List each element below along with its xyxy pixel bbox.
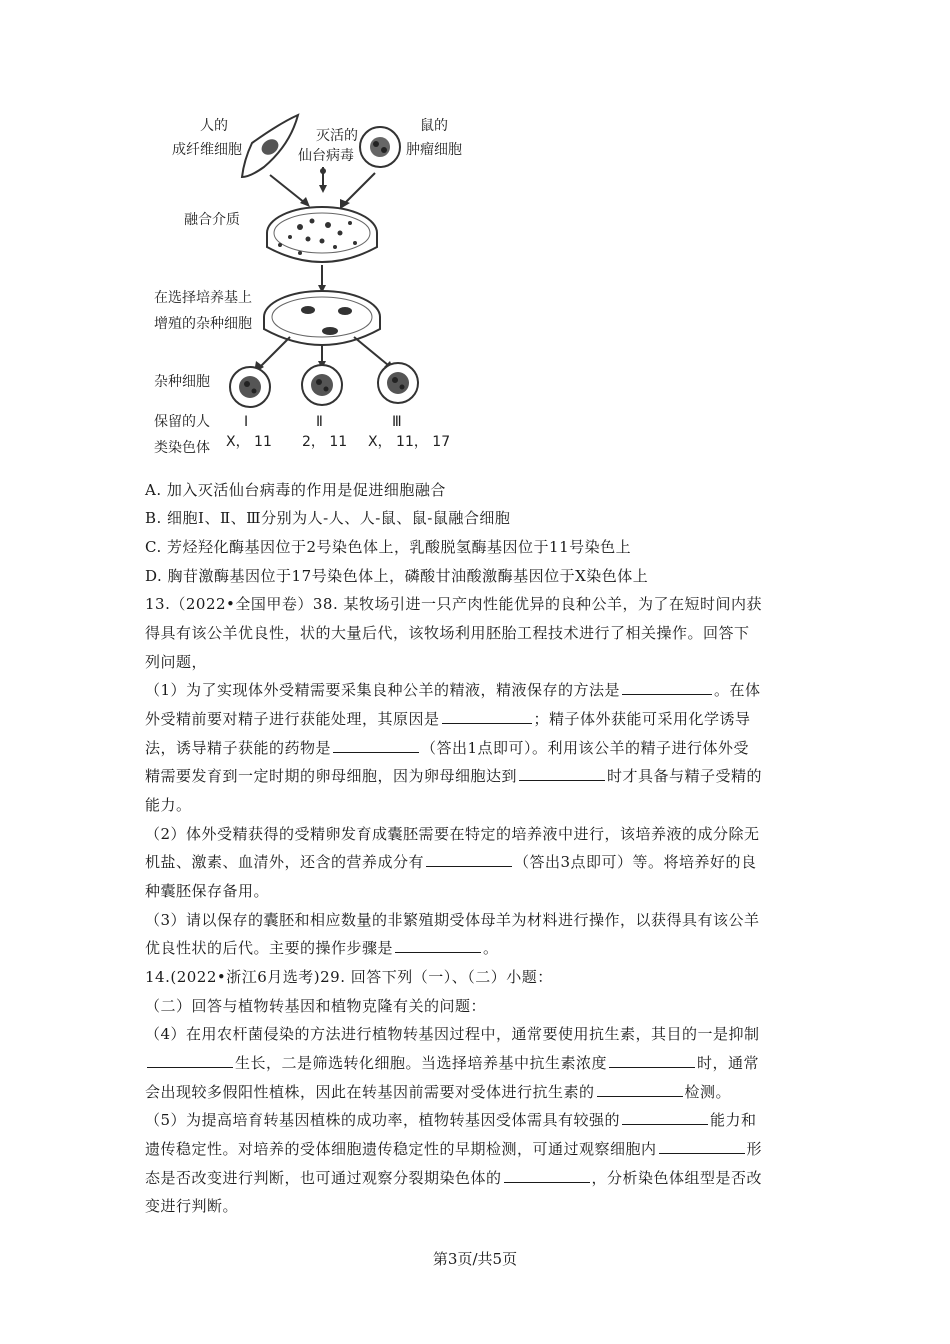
answer-blank[interactable] [622,680,712,695]
q14-part5-line-3 [145,1168,762,1188]
virus-arrow-icon [319,167,327,193]
label-hybrid: 杂种细胞 [154,374,210,390]
q14-part4-line-3 [145,1082,731,1102]
option-d: D. 胸苷激酶基因位于17号染色体上，磷酸甘油酸激酶基因位于X染色体上 [145,567,649,585]
cell-fusion-diagram [140,105,480,465]
arrow-human-to-dish [270,175,305,203]
text: 。 [483,939,499,957]
q13-part1-line-5: 能力。 [145,796,192,814]
q13-part2-line-1: （2）体外受精获得的受精卵发育成囊胚需要在特定的培养液中进行，该培养液的成分除无 [145,825,760,843]
mouse-tumor-cell-icon [360,127,400,167]
arrow-mouse-to-dish [345,173,375,203]
answer-blank[interactable] [442,709,532,724]
q13-part2-line-3: 种囊胚保存备用。 [145,882,270,900]
text: 精需要发育到一定时期的卵母细胞，因为卵母细胞达到 [145,767,518,785]
text: 。在体 [714,681,761,699]
text: ，分析染色体组型是否改 [591,1169,763,1187]
cell-chromosomes-1: X， 11 [226,434,272,450]
q14-part5-line-2 [145,1139,762,1159]
answer-blank[interactable] [504,1168,590,1183]
text: 机盐、激素、血清外，还含的营养成分有 [145,853,425,871]
label-virus-1: 灭活的 [316,128,358,144]
label-medium: 融合介质 [184,212,240,228]
label-retained-2: 类染色体 [154,440,210,456]
answer-blank[interactable] [519,766,605,781]
human-fibroblast-cell-icon [242,115,298,177]
q13-part3-line-2 [145,938,499,958]
q13-part2-line-2 [145,852,757,872]
label-human-2: 成纤维细胞 [172,142,242,158]
cell-chromosomes-2: 2， 11 [302,434,348,450]
q14-part4-line-2 [145,1053,759,1073]
label-select-1: 在选择培养基上 [154,290,252,306]
option-c: C. 芳烃羟化酶基因位于2号染色体上，乳酸脱氢酶基因位于11号染色上 [145,538,632,556]
text: 时才具备与精子受精的 [607,767,763,785]
page-footer: 第3页/共5页 [432,1250,518,1268]
answer-blank[interactable] [659,1139,745,1154]
fusion-dish-icon [267,207,377,262]
hybrid-cell-3-icon [378,363,418,403]
cell-numeral-1: Ⅰ [244,414,249,430]
answer-blank[interactable] [609,1053,695,1068]
q13-line-1: 13.（2022•全国甲卷）38. 某牧场引进一只产肉性能优异的良种公羊，为了在短时间内获 [145,595,763,613]
text: 检测。 [684,1083,732,1101]
q14-part4-line-1: （4）在用农杆菌侵染的方法进行植物转基因过程中，通常要使用抗生素，其目的一是抑制 [145,1025,760,1043]
cell-numeral-3: Ⅲ [392,414,402,430]
text: 会出现较多假阳性植株，因此在转基因前需要对受体进行抗生素的 [145,1083,595,1101]
q13-line-3: 列问题， [145,653,208,671]
text: （答出1点即可）。利用该公羊的精子进行体外受 [421,739,750,757]
answer-blank[interactable] [147,1053,233,1068]
text: 时，通常 [697,1054,760,1072]
label-human-1: 人的 [200,118,228,134]
q14-part5-line-4: 变进行判断。 [145,1197,239,1215]
label-mouse-1: 鼠的 [420,118,448,134]
q13-part1-line-3 [145,738,749,758]
q13-part1-line-4 [145,766,762,786]
q13-part3-line-1: （3）请以保存的囊胚和相应数量的非繁殖期受体母羊为材料进行操作，以获得具有该公羊 [145,911,760,929]
cell-numeral-2: Ⅱ [316,414,323,430]
text: 遗传稳定性。对培养的受体细胞遗传稳定性的早期检测，可通过观察细胞内 [145,1140,657,1158]
text: 态是否改变进行判断，也可通过观察分裂期染色体的 [145,1169,502,1187]
text: 能力和 [710,1111,757,1129]
q13-part1-line-2 [145,709,751,729]
q14-line-2: （二）回答与植物转基因和植物克隆有关的问题： [145,997,487,1015]
text: （1）为了实现体外受精需要采集良种公羊的精液，精液保存的方法是 [145,681,621,699]
q14-part5-line-1 [145,1110,757,1130]
label-mouse-2: 肿瘤细胞 [406,142,462,158]
text: 外受精前要对精子进行获能处理，其原因是 [145,710,440,728]
text: ；精子体外获能可采用化学诱导 [533,710,751,728]
label-retained-1: 保留的人 [154,414,210,430]
answer-blank[interactable] [395,938,481,953]
text: （5）为提高培育转基因植株的成功率，植物转基因受体需具有较强的 [145,1111,621,1129]
text: 优良性状的后代。主要的操作步骤是 [145,939,394,957]
text: 形 [746,1140,763,1158]
text: 生长，二是筛选转化细胞。当选择培养基中抗生素浓度 [235,1054,608,1072]
answer-blank[interactable] [426,852,512,867]
selection-dish-icon [264,291,380,345]
q13-line-2: 得具有该公羊优良性，状的大量后代，该牧场利用胚胎工程技术进行了相关操作。回答下 [145,624,750,642]
text: （答出3点即可）等。将培养好的良 [514,853,757,871]
answer-blank[interactable] [597,1082,683,1097]
text: 法，诱导精子获能的药物是 [145,739,332,757]
q14-line-1: 14.(2022•浙江6月选考)29. 回答下列（一）、（二）小题： [145,968,553,986]
label-virus-2: 仙台病毒 [298,145,354,167]
label-select-2: 增殖的杂种细胞 [154,316,252,332]
hybrid-cell-2-icon [302,365,342,405]
q13-part1-line-1 [145,680,761,700]
option-b: B. 细胞Ⅰ、Ⅱ、Ⅲ分别为人-人、人-鼠、鼠-鼠融合细胞 [145,509,511,527]
option-a: A. 加入灭活仙台病毒的作用是促进细胞融合 [145,481,446,499]
hybrid-cell-1-icon [230,367,270,407]
answer-blank[interactable] [622,1110,708,1125]
answer-blank[interactable] [333,738,419,753]
cell-chromosomes-3: X， 11， 17 [368,434,451,450]
